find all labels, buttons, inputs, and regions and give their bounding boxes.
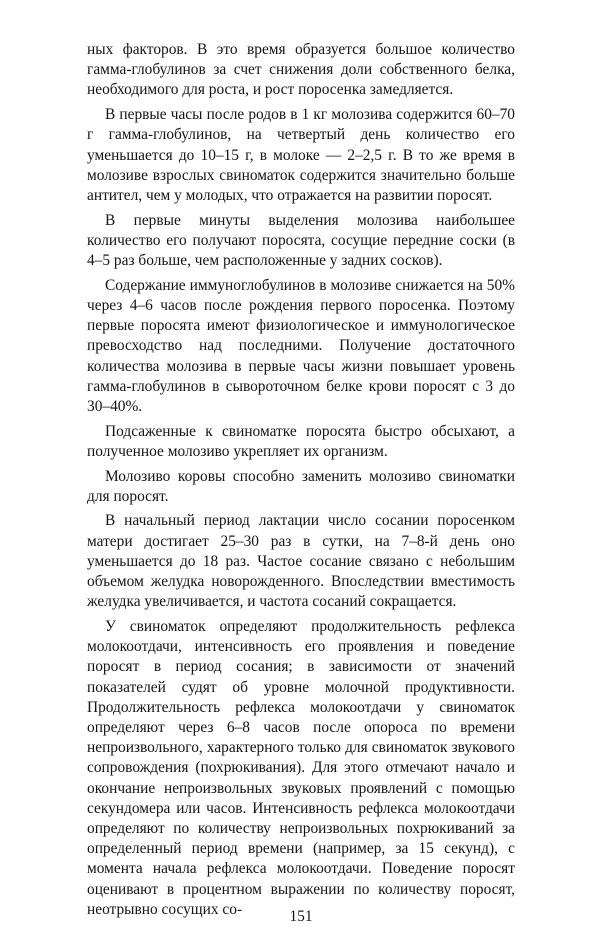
paragraph-2: В первые часы после родов в 1 кг молозива содержится 60–70 г гамма-глобулинов, на четвертый день количество его уменьшается до 10–15 г, в молоке — 2–2,5 г. В то же время в молозиве взрослых свиноматок содержится значительно больше антител, чем у молодых, что отражается на развитии поросят. (87, 106, 515, 204)
paragraph-5: Подсаженные к свиноматке поросята быстро обсыхают, а полученное молозиво укрепляет их организм. (87, 422, 515, 460)
book-page (87, 40, 515, 925)
paragraph-7: В начальный период лактации число сосании поросенком матери достигает 25–30 раз в сутки, на 7–8-й день оно уменьшается до 18 раз. Частое сосание связано с небольшим объемом желудка новорожденного. Впоследствии вместимость желудка увеличивается, и частота сосаний сокращается. (87, 512, 515, 611)
page-number: 151 (289, 908, 313, 925)
paragraph-3: В первые минуты выделения молозива наибольшее количество его получают поросята, сосущие передние соски (в 4–5 раз больше, чем расположенные у задних сосков). (87, 211, 515, 270)
paragraph-4: Содержание иммуноглобулинов в молозиве снижается на 50% через 4–6 часов после рождения первого поросенка. Поэтому первые поросята имеют физиологическое и иммунологическое превосходство над последними. Получение достаточного количества молозива в первые часы жизни повышает уровень гамма-глобулинов в сывороточном белке крови поросят с 3 до 30–40%. (87, 276, 515, 415)
paragraph-6: Молозиво коровы способно заменить молозиво свиноматки для поросят. (87, 467, 515, 505)
paragraph-8: У свиноматок определяют продолжительность рефлекса молокоотдачи, интенсивность его проявления и поведение поросят в период сосания; в зависимости от значений показателей судят об уровне молочной продуктивности. Продолжительность рефлекса молокоотдачи у свиноматок определяют через 6–8 часов после опороса по времени непроизвольного, характерного только для свиноматок звукового сопровождения (похрюкивания). Для этого отмечают начало и окончание непроизвольных звуковых проявлений с помощью секундомера или часов. Интенсивность рефлекса молокоотдачи определяют по количеству непроизвольных похрюкиваний за определенный период времени (например, за 15 секунд), с момента начала рефлекса молокоотдачи. Поведение поросят оценивают в процентном выражении по количеству поросят, неотрывно сосущих со- (87, 617, 515, 918)
paragraph-1: ных факторов. В это время образуется большое количество гамма-глобулинов за счет снижения доли собственного белка, необходимого для роста, и рост поросенка замедляется. (87, 41, 515, 99)
